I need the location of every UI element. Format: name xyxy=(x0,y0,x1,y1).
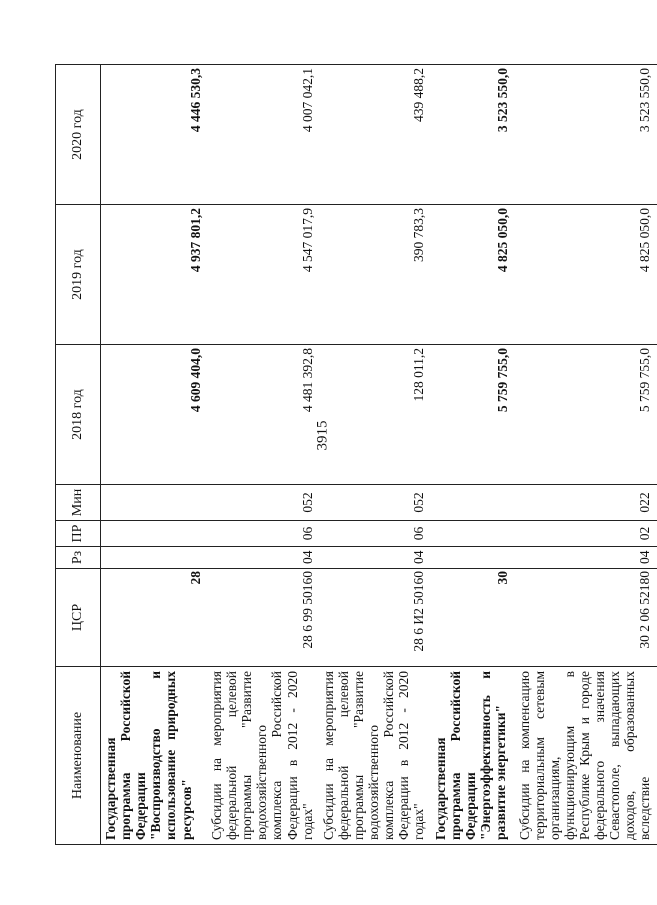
budget-table xyxy=(55,64,657,845)
row-csr: 28 6 И2 50160 xyxy=(319,569,431,667)
row-rz xyxy=(101,547,208,569)
row-pr: 02 xyxy=(515,521,657,547)
row-rz: 04 xyxy=(515,547,657,569)
row-name: Субсидии на компенсацию территориальным сетевым организациям, функционирующим в Республике Крым и городе федерального значения Севастополе, выпадающих доходов, образованных вследствие xyxy=(515,667,657,845)
row-2019: 390 783,3 xyxy=(319,205,431,345)
row-pr xyxy=(431,521,515,547)
table-row xyxy=(207,65,319,845)
page-number: 3915 xyxy=(314,420,331,451)
row-csr: 30 xyxy=(431,569,515,667)
row-name: Государственная программа Российской Федерации "Энергоэффективность и развитие энергетики" xyxy=(431,667,515,845)
row-min: 052 xyxy=(319,485,431,521)
table-row xyxy=(431,65,515,845)
row-2020: 4 446 530,3 xyxy=(101,65,208,205)
row-pr: 06 xyxy=(319,521,431,547)
row-2020: 4 007 042,1 xyxy=(207,65,319,205)
row-rz: 04 xyxy=(319,547,431,569)
row-csr: 30 2 06 52180 xyxy=(515,569,657,667)
row-2018: 5 759 755,0 xyxy=(515,345,657,485)
header-min: Мин xyxy=(56,485,101,521)
row-pr xyxy=(101,521,208,547)
row-pr: 06 xyxy=(207,521,319,547)
row-csr: 28 xyxy=(101,569,208,667)
row-name: Субсидии на мероприятия федеральной целевой программы "Развитие водохозяйственного комплекса Российской Федерации в 2012 - 2020 годах" xyxy=(207,667,319,845)
table-row xyxy=(101,65,208,845)
row-2018: 4 609 404,0 xyxy=(101,345,208,485)
row-csr: 28 6 99 50160 xyxy=(207,569,319,667)
header-name: Наименование xyxy=(56,667,101,845)
table-row xyxy=(515,65,657,845)
row-min: 052 xyxy=(207,485,319,521)
header-row xyxy=(56,65,101,845)
table-row xyxy=(319,65,431,845)
row-2020: 439 488,2 xyxy=(319,65,431,205)
header-2019: 2019 год xyxy=(56,205,101,345)
header-pr: ПР xyxy=(56,521,101,547)
row-2018: 128 011,2 xyxy=(319,345,431,485)
rotated-page xyxy=(55,65,653,845)
row-min: 022 xyxy=(515,485,657,521)
row-2020: 3 523 550,0 xyxy=(431,65,515,205)
row-2019: 4 825 050,0 xyxy=(515,205,657,345)
header-2018: 2018 год xyxy=(56,345,101,485)
row-2020: 3 523 550,0 xyxy=(515,65,657,205)
row-2018: 5 759 755,0 xyxy=(431,345,515,485)
row-min xyxy=(101,485,208,521)
row-min xyxy=(431,485,515,521)
row-2019: 4 825 050,0 xyxy=(431,205,515,345)
header-csr: ЦСР xyxy=(56,569,101,667)
row-rz: 04 xyxy=(207,547,319,569)
row-name: Государственная программа Российской Федерации "Воспроизводство и использование природных ресурсов" xyxy=(101,667,208,845)
row-name: Субсидии на мероприятия федеральной целевой программы "Развитие водохозяйственного комплекса Российской Федерации в 2012 - 2020 годах" xyxy=(319,667,431,845)
header-rz: Рз xyxy=(56,547,101,569)
row-2018: 4 481 392,8 xyxy=(207,345,319,485)
row-2019: 4 547 017,9 xyxy=(207,205,319,345)
header-2020: 2020 год xyxy=(56,65,101,205)
row-2019: 4 937 801,2 xyxy=(101,205,208,345)
row-rz xyxy=(431,547,515,569)
